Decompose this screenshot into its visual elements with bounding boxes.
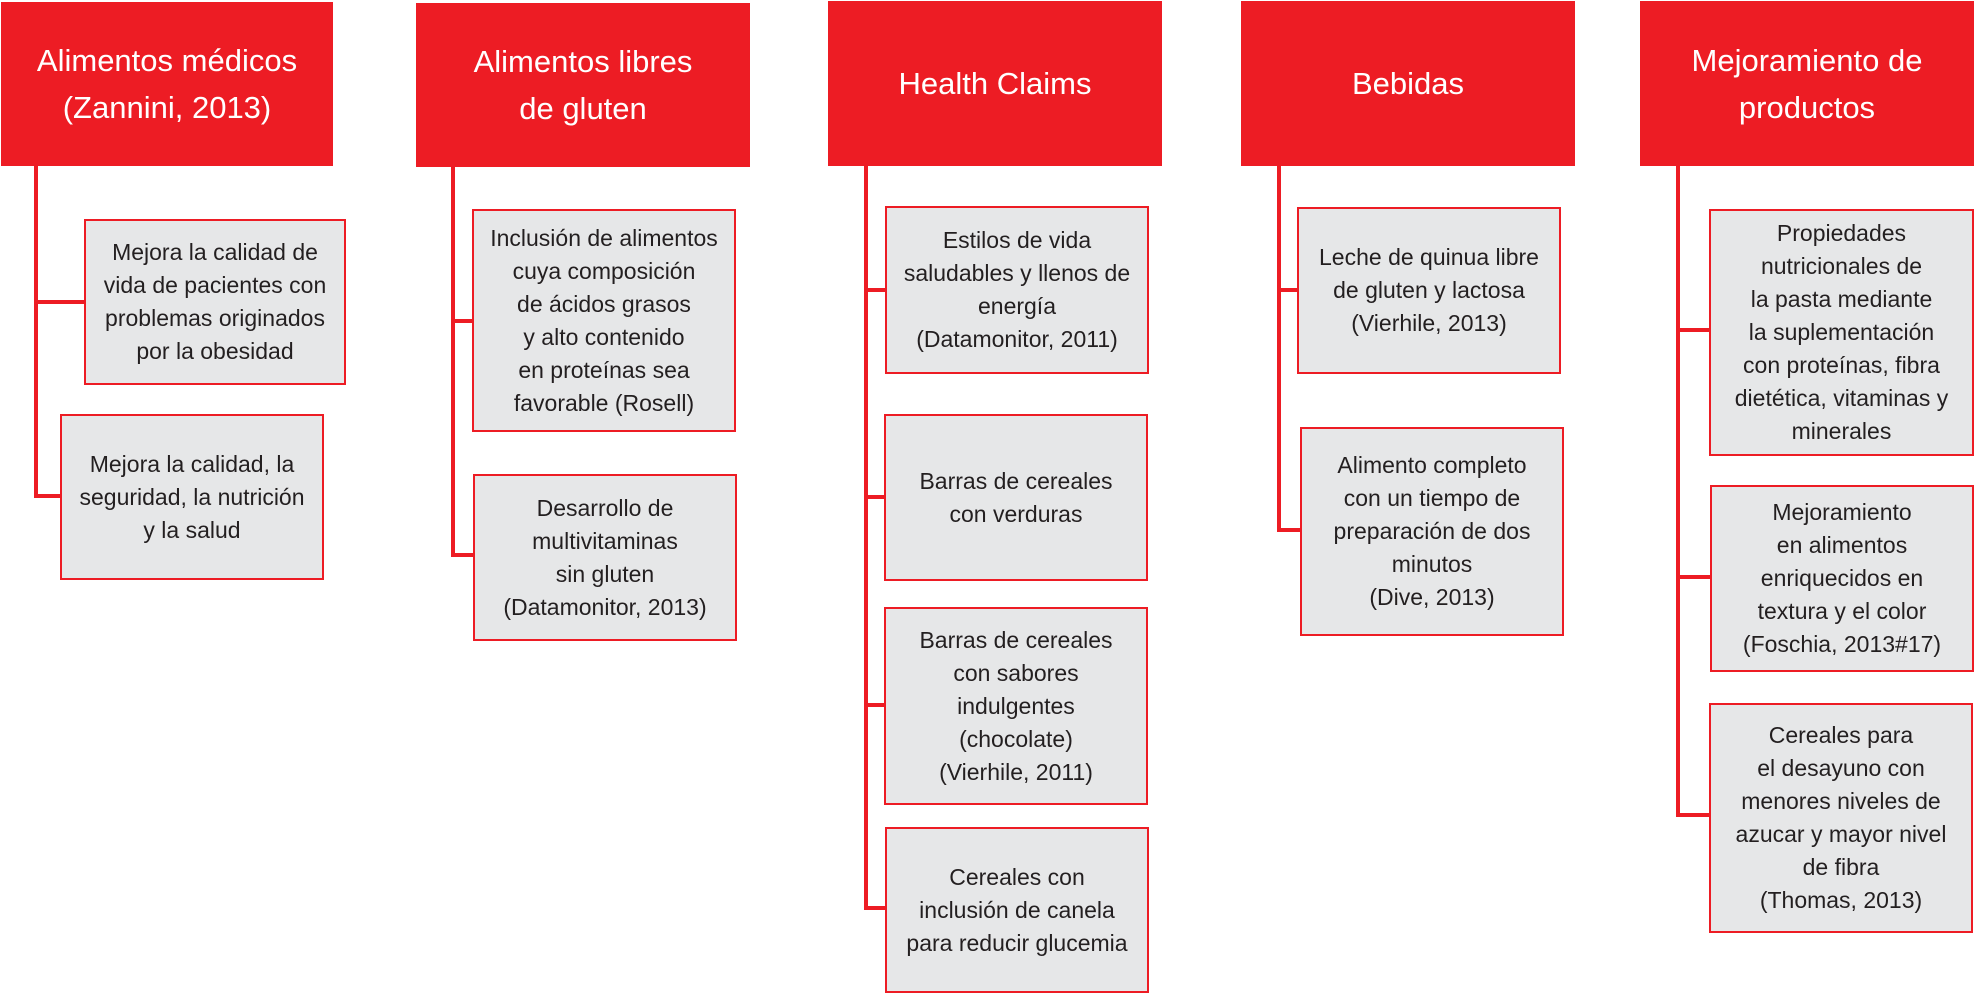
- item-box: Barras de cereales con verduras: [884, 414, 1148, 581]
- item-box: Cereales para el desayuno con menores niveles de azucar y mayor nivel de fibra (Thomas, 2013): [1709, 703, 1973, 933]
- item-box: Mejoramiento en alimentos enriquecidos en textura y el color (Foschia, 2013#17): [1710, 485, 1974, 672]
- header-alimentos-medicos: Alimentos médicos (Zannini, 2013): [1, 2, 333, 166]
- item-box: Desarrollo de multivitaminas sin gluten (Datamonitor, 2013): [473, 474, 737, 641]
- item-box: Inclusión de alimentos cuya composición de ácidos grasos y alto contenido en proteínas sea favorable (Rosell): [472, 209, 736, 432]
- item-box: Estilos de vida saludables y llenos de energía (Datamonitor, 2011): [885, 206, 1149, 374]
- item-box: Mejora la calidad, la seguridad, la nutrición y la salud: [60, 414, 324, 580]
- header-alimentos-libres-de-gluten: Alimentos libres de gluten: [416, 3, 750, 167]
- item-box: Cereales con inclusión de canela para reducir glucemia: [885, 827, 1149, 993]
- item-box: Alimento completo con un tiempo de preparación de dos minutos (Dive, 2013): [1300, 427, 1564, 636]
- header-mejoramiento-de-productos: Mejoramiento de productos: [1640, 1, 1974, 166]
- item-box: Mejora la calidad de vida de pacientes con problemas originados por la obesidad: [84, 219, 346, 385]
- item-box: Barras de cereales con sabores indulgentes (chocolate) (Vierhile, 2011): [884, 607, 1148, 805]
- header-bebidas: Bebidas: [1241, 1, 1575, 166]
- item-box: Leche de quinua libre de gluten y lactosa (Vierhile, 2013): [1297, 207, 1561, 374]
- item-box: Propiedades nutricionales de la pasta mediante la suplementación con proteínas, fibra dietética, vitaminas y minerales: [1709, 209, 1974, 456]
- header-health-claims: Health Claims: [828, 1, 1162, 166]
